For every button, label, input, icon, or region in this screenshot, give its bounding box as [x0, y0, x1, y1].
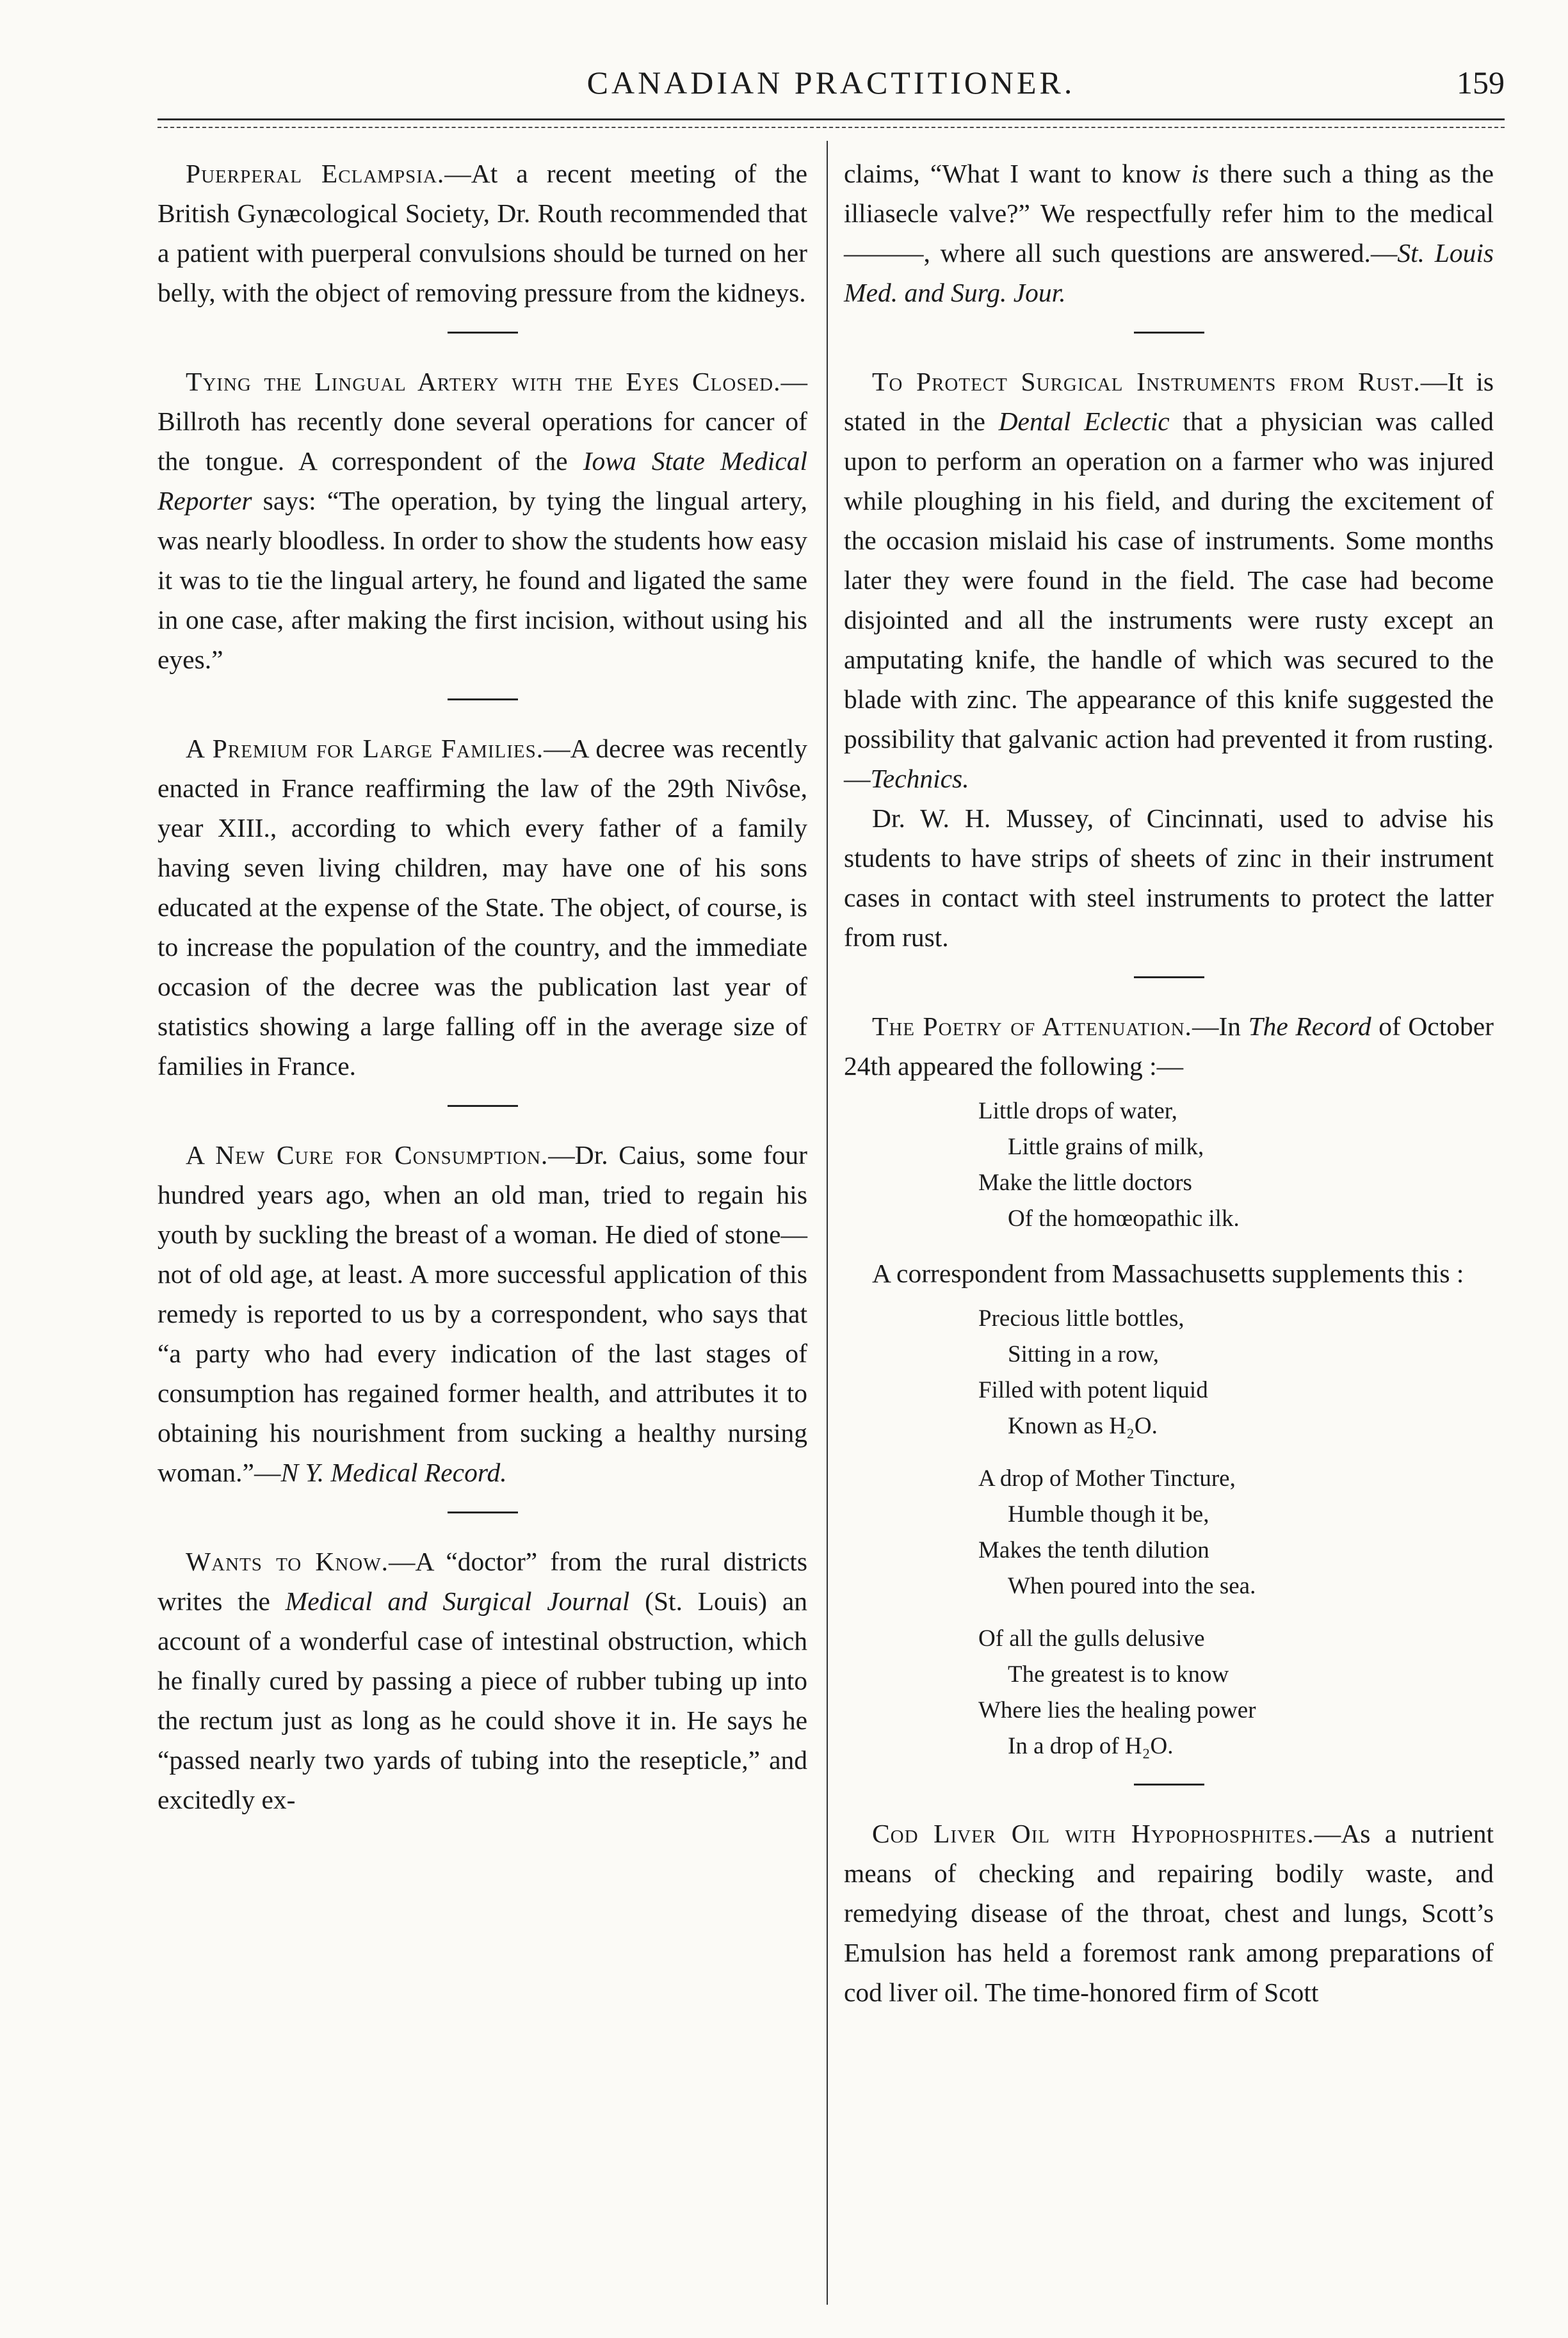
article-title: Wants to Know.	[186, 1547, 389, 1576]
article-body: —Billroth has recently done several operations for cancer of the tongue. A correspondent of the	[158, 367, 807, 476]
article-paragraph: A correspondent from Massachusetts supplements this :	[872, 1259, 1464, 1288]
poem-line: Makes the tenth dilution	[978, 1537, 1209, 1563]
article-poetry-attenuation	[844, 1006, 1494, 1764]
article-paragraph	[158, 729, 807, 1086]
separator-rule	[448, 698, 518, 700]
poem-line: The greatest is to know	[1008, 1661, 1229, 1688]
poem-line: Humble though it be,	[1008, 1501, 1209, 1528]
article-body: —A “doctor” from the rural districts writes the	[158, 1547, 807, 1616]
article-title: To Protect Surgical Instruments from Rust.	[872, 367, 1421, 396]
poem-line: Known as H₂O.	[1008, 1413, 1158, 1439]
running-title: CANADIAN PRACTITIONER.	[586, 65, 1076, 101]
article-title: The Poetry of Attenuation.	[872, 1012, 1192, 1041]
poem-line: Filled with potent liquid	[978, 1377, 1208, 1403]
article-protect-instruments	[844, 362, 1494, 957]
separator-rule	[1134, 1784, 1204, 1786]
article-lingual-artery	[158, 362, 807, 679]
poem-line: Little drops of water,	[978, 1098, 1177, 1124]
article-body: —As a nutrient means of checking and repairing bodily waste, and remedying disease of the throat, chest and lungs, Scott’s Emulsion has held a foremost rank among preparations of cod liver oil. The time-honored firm of Scott	[844, 1819, 1494, 2007]
article-body: that a physician was called upon to perform an operation on a farmer who was injured while ploughing in his field, and during the excitement of the occasion mislaid his case of instruments. Some months later they were found in the field. The case had become disjointed and all the instruments were rusty except an amputating knife, the handle of which was secured to the blade with zinc. The appearance of this knife suggested the possibility that galvanic action had prevented it from rusting.—	[844, 407, 1494, 793]
article-new-cure-consumption	[158, 1135, 807, 1492]
article-body: claims, “What I want to know	[844, 159, 1192, 188]
poem-line: Make the little doctors	[978, 1170, 1192, 1196]
poem-stanza	[978, 1461, 1494, 1604]
journal-name: Dental Eclectic	[998, 407, 1170, 436]
journal-name: The Record	[1248, 1012, 1371, 1041]
article-premium-large-families	[158, 729, 807, 1086]
article-paragraph	[844, 1006, 1494, 1086]
source-citation: St. Louis Med. and Surg. Jour.	[844, 238, 1494, 307]
column-divider	[827, 141, 828, 2305]
poem-line: Little grains of milk,	[1008, 1134, 1204, 1160]
separator-rule	[1134, 332, 1204, 334]
article-body: —It is stated in the	[844, 367, 1494, 436]
poem-line: Where lies the healing power	[978, 1697, 1256, 1723]
article-title: Cod Liver Oil with Hypophosphites.	[872, 1819, 1314, 1848]
page-header	[158, 64, 1505, 122]
right-column	[844, 154, 1494, 2012]
article-title: Puerperal Eclampsia.	[186, 159, 445, 188]
source-citation: N Y. Medical Record.	[280, 1458, 507, 1487]
separator-rule	[448, 1512, 518, 1513]
article-paragraph	[844, 362, 1494, 798]
poem-line: A drop of Mother Tincture,	[978, 1465, 1236, 1492]
article-paragraph	[158, 362, 807, 679]
article-title: Tying the Lingual Artery with the Eyes Closed.	[186, 367, 781, 396]
article-paragraph	[158, 1542, 807, 1819]
article-body: —A decree was recently enacted in France reaffirming the law of the 29th Nivôse, year XIII., according to which every father of a family having seven living children, may have one of his sons educated at the expense of the State. The object, of course, is to increase the population of the country, and the immediate occasion of the decree was the publication last year of statistics showing a large falling off in the average size of families in France.	[158, 734, 807, 1081]
article-paragraph	[844, 1814, 1494, 2012]
article-body: —In	[1192, 1012, 1249, 1041]
separator-rule	[448, 332, 518, 334]
article-body: —Dr. Caius, some four hundred years ago, when an old man, tried to regain his youth by suckling the breast of a woman. He died of stone—not of old age, at least. A more successful application of this remedy is reported to us by a correspondent, who says that “a party who had every indication of the last stages of consumption has regained former health, and attributes it to obtaining his nourishment from sucking a healthy nursing woman.”—	[158, 1140, 807, 1487]
poem-line: Of the homœopathic ilk.	[1008, 1205, 1240, 1232]
article-body: says: “The operation, by tying the lingual artery, was nearly bloodless. In order to show the students how easy it was to tie the lingual artery, he found and ligated the same in one case, after making the first incision, without using his eyes.”	[158, 486, 807, 674]
poem-stanza	[978, 1093, 1494, 1237]
poem-line: In a drop of H₂O.	[1008, 1733, 1174, 1759]
poem-line: Precious little bottles,	[978, 1305, 1184, 1332]
article-wants-to-know-continued	[844, 154, 1494, 312]
article-title: A Premium for Large Families.	[186, 734, 544, 763]
separator-rule	[1134, 976, 1204, 978]
poem-line: Sitting in a row,	[1008, 1341, 1160, 1367]
separator-rule	[448, 1105, 518, 1107]
article-title: A New Cure for Consumption.	[186, 1140, 549, 1170]
left-column	[158, 154, 807, 1819]
emphasis: is	[1191, 159, 1209, 188]
poem-1	[844, 1093, 1494, 1237]
article-paragraph: Dr. W. H. Mussey, of Cincinnati, used to advise his students to have strips of sheets of zinc in their instrument cases in contact with steel instruments to protect the latter from rust.	[844, 803, 1494, 952]
poem-2	[844, 1301, 1494, 1764]
poem-stanza	[978, 1621, 1494, 1764]
header-rule-dashed	[158, 127, 1505, 128]
article-body: —At a recent meeting of the British Gynæcological Society, Dr. Routh recommended that a patient with puerperal convulsions should be turned on her belly, with the object of removing pressure from the kidneys.	[158, 159, 807, 307]
article-body: of October 24th appeared the following :—	[844, 1012, 1494, 1081]
poem-stanza	[978, 1301, 1494, 1444]
journal-name: Medical and Surgical Journal	[285, 1586, 630, 1616]
journal-name: Iowa State Medical Reporter	[158, 446, 808, 515]
article-wants-to-know	[158, 1542, 807, 1819]
article-paragraph	[158, 1135, 807, 1492]
article-puerperal-eclampsia	[158, 154, 807, 312]
page-number: 159	[1457, 65, 1505, 101]
article-body: (St. Louis) an account of a wonderful case of intestinal obstruction, which he finally cured by passing a piece of rubber tubing up into the rectum just as long as he could shove it in. He says he “passed nearly two yards of tubing into the resepticle,” and excitedly ex-	[158, 1586, 807, 1814]
article-paragraph	[158, 154, 807, 312]
source-citation: Technics.	[870, 764, 969, 793]
article-cod-liver-oil	[844, 1814, 1494, 2012]
poem-line: Of all the gulls delusive	[978, 1625, 1205, 1652]
header-rule	[158, 118, 1505, 120]
poem-line: When poured into the sea.	[1008, 1573, 1256, 1599]
article-paragraph	[844, 154, 1494, 312]
article-body: there such a thing as the illiasecle valve?” We respectfully refer him to the medical ———, where all such questions are answered.—	[844, 159, 1494, 268]
